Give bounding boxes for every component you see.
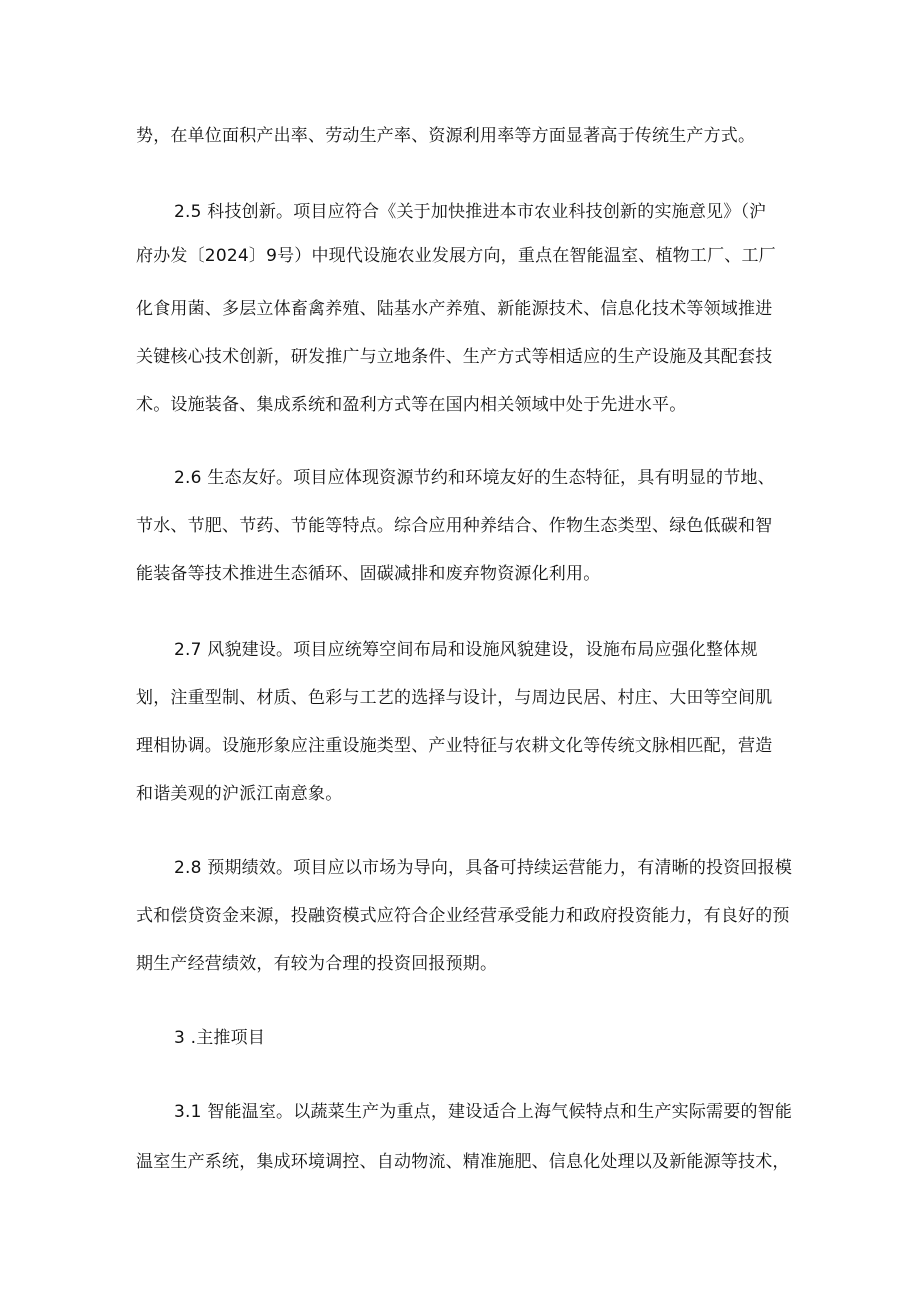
section-2-8-line-2: 式和偿贷资金来源，投融资模式应符合企业经营承受能力和政府投资能力，有良好的预: [136, 906, 790, 926]
section-2-6-line-2: 节水、节肥、节药、节能等特点。综合应用种养结合、作物生态类型、绿色低碳和智: [136, 516, 773, 536]
section-2-5-line-2: 府办发〔2024〕9号）中现代设施农业发展方向，重点在智能温室、植物工厂、工厂: [136, 246, 776, 266]
section-2-6-line-1: 2.6 生态友好。项目应体现资源节约和环境友好的生态特征，具有明显的节地、: [174, 468, 775, 488]
section-2-7-line-4: 和谐美观的沪派江南意象。: [136, 784, 343, 804]
section-2-8-line-3: 期生产经营绩效，有较为合理的投资回报预期。: [136, 954, 498, 974]
section-2-6-line-3: 能装备等技术推进生态循环、固碳减排和废弃物资源化利用。: [136, 564, 601, 584]
section-2-8-line-1: 2.8 预期绩效。项目应以市场为导向，具备可持续运营能力，有清晰的投资回报模: [174, 858, 793, 878]
section-2-7-line-3: 理相协调。设施形象应注重设施类型、产业特征与农耕文化等传统文脉相匹配，营造: [136, 736, 773, 756]
section-3-heading: 3 .主推项目: [174, 1028, 266, 1048]
section-2-5-line-1: 2.5 科技创新。项目应符合《关于加快推进本市农业科技创新的实施意见》（沪: [174, 202, 767, 222]
section-2-5-line-5: 术。设施装备、集成系统和盈利方式等在国内相关领域中处于先进水平。: [136, 395, 687, 415]
section-3-1-line-1: 3.1 智能温室。以蔬菜生产为重点，建设适合上海气候特点和生产实际需要的智能: [174, 1102, 793, 1122]
section-2-7-line-2: 划，注重型制、材质、色彩与工艺的选择与设计，与周边民居、村庄、大田等空间肌: [136, 688, 773, 708]
paragraph-continuation-line: 势，在单位面积产出率、劳动生产率、资源利用率等方面显著高于传统生产方式。: [136, 126, 756, 146]
section-2-5-line-4: 关键核心技术创新，研发推广与立地条件、生产方式等相适应的生产设施及其配套技: [136, 347, 773, 367]
section-2-7-line-1: 2.7 风貌建设。项目应统筹空间布局和设施风貌建设，设施布局应强化整体规: [174, 640, 758, 660]
section-3-1-line-2: 温室生产系统，集成环境调控、自动物流、精准施肥、信息化处理以及新能源等技术，: [136, 1152, 790, 1172]
section-2-5-line-3: 化食用菌、多层立体畜禽养殖、陆基水产养殖、新能源技术、信息化技术等领域推进: [136, 299, 773, 319]
